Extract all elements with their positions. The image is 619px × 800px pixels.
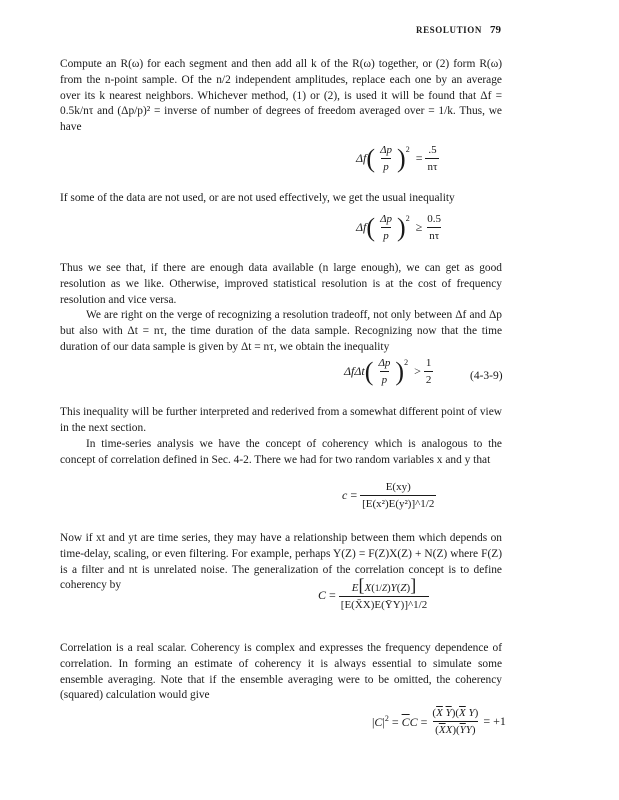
paragraph-2: If some of the data are not used, or are not used effectively, we get the usual inequality [60, 192, 455, 205]
page-number: 79 [490, 24, 501, 36]
eq3-rhs-denominator: 2 [424, 371, 434, 387]
equation-5: C = $\frac{E[X(1/Z)Y(Z)]}{[E(X̄X)E(ȲY)]\^{}1/2}$ [318, 575, 428, 611]
paragraph-3: Thus we see that, if there are enough data available (n large enough), we can get as good resolution as we like. Otherwise, improved statistical resolution is at the cost of frequency resolution and vice versa. [60, 262, 502, 306]
eq1-rhs-numerator: .5 [428, 144, 437, 156]
eq4-denominator: [E(x²)E(y²)]^1/2 [360, 495, 436, 511]
eq4-numerator: E(xy) [385, 481, 411, 493]
running-header [416, 24, 501, 36]
paragraph-8: Correlation is a real scalar. Coherency is complex and expresses the frequency dependence of correlation. In forming an estimate of coherency it is always essential to simulate some ensemble averaging. Note that if the ensemble averaging were to be omitted, the coherency (squared) calculation would give [60, 642, 502, 702]
paragraph-7: Now if xt and yt are time series, they may have a relationship between them which depends on time-delay, scaling, or even filtering. For example, perhaps Y(Z) = F(Z)X(Z) + N(Z) where F(Z) is a filter and nt is unrelated noise. The generalization of the correlation concept is to define coherency by [60, 532, 502, 592]
equation-3: ΔfΔt ( $\frac{\Delta p}{p}$ ) 2 > $\frac{1}{2}$ [344, 356, 432, 386]
eq2-rhs-denominator: nτ [427, 227, 441, 243]
running-title: RESOLUTION [415, 25, 482, 35]
eq2-rhs-numerator: 0.5 [427, 213, 442, 225]
equation-1: Δf ( $\frac{\Delta p}{p}$ ) 2 = $\frac{.5}{n\tau}$ [356, 143, 438, 173]
equation-2: Δf ( $\frac{\Delta p}{p}$ ) 2 ≥ $\frac{0.5}{n\tau}$ [356, 212, 442, 242]
paragraph-4: We are right on the verge of recognizing a resolution tradeoff, not only between Δf and Δp but also with Δt = nτ, the time duration of the data sample. Recognizing now that the time duration of our data sample is given by Δt = nτ, we obtain the inequality [60, 309, 502, 353]
eq1-rhs-denominator: nτ [425, 158, 439, 174]
eq6-rhs: = +1 [483, 714, 506, 728]
eq5-denominator: [E(X̄X)E(ȲY)]^1/2 [339, 596, 429, 612]
paragraph-6: In time-series analysis we have the concept of coherency which is analogous to the concept of correlation defined in Sec. 4-2. There we had for two random variables x and y that [60, 438, 502, 466]
equation-4: c = $\frac{E(xy)}{\text{[E(x²)E(y²)]\textasciicircum{}1/2}}$ [342, 481, 435, 510]
paragraph-1: Compute an R(ω) for each segment and then add all k of the R(ω) together, or (2) form R(ω) from the n-point sample. Of the n/2 independent amplitudes, replace each one by an average over its k nearest neighbors. Whichever method, (1) or (2), is used it will be found that Δf = 0.5k/nτ and (Δp/p)² = inverse of number of degrees of freedom averaged over = 1/k. Thus, we have [60, 58, 502, 133]
equation-3-label: (4-3-9) [470, 370, 503, 382]
equation-6: $|C|^2 = \overline{C}C$ = $\frac{(\overline{X} \overline{Y})(\overline{X} Y)}{(\overline{X}X)(\overline{Y}Y)}$ = +1 [372, 707, 506, 736]
paragraph-5: This inequality will be further interpreted and rederived from a somewhat different point of view in the next section. [60, 406, 502, 434]
eq3-rhs-numerator: 1 [425, 357, 432, 369]
